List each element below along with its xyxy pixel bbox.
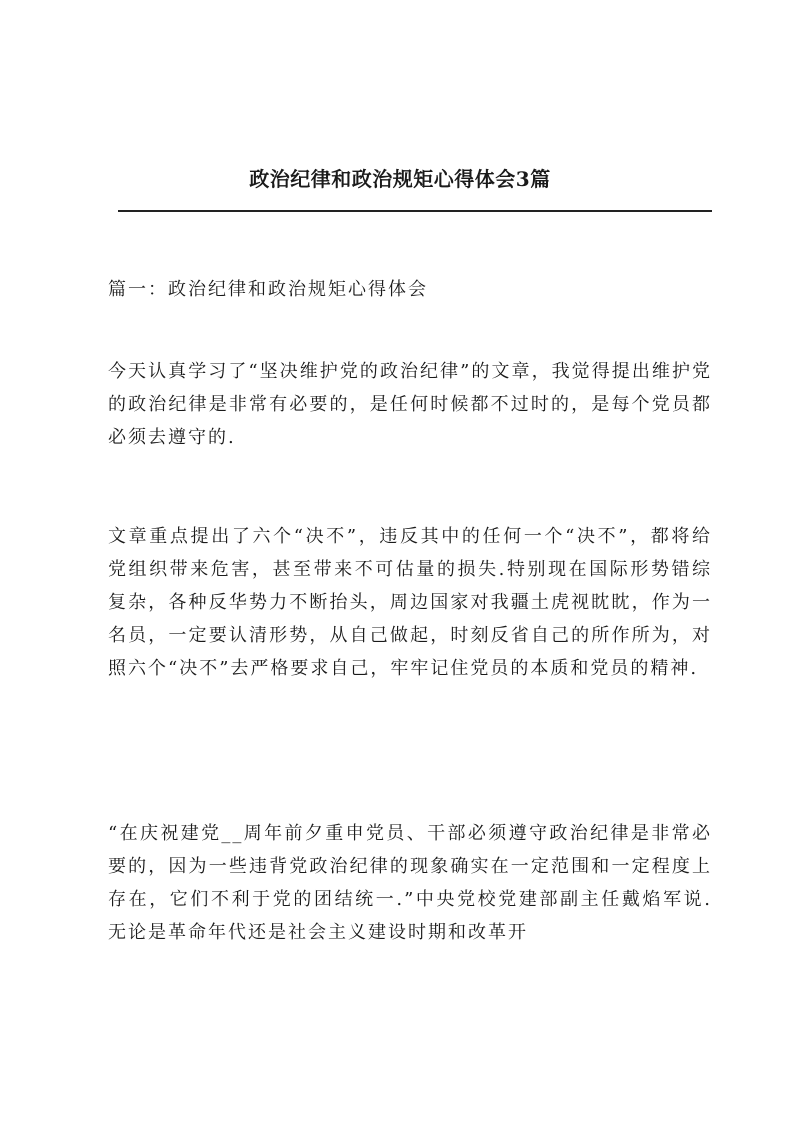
paragraph-2: 文章重点提出了六个“决不”，违反其中的任何一个“决不”，都将给党组织带来危害，甚至带来不可估量的损失.特别现在国际形势错综复杂，各种反华势力不断抬头，周边国家对我疆土虎视眈眈，作为一名员，一定要认清形势，从自己做起，时刻反省自己的所作所为，对照六个“决不”去严格要求自己，牢牢记住党员的本质和党员的精神. [108,526,712,679]
document-title: 政治纪律和政治规矩心得体会3篇 [249,167,551,191]
section-heading: 篇一：政治纪律和政治规矩心得体会 [108,279,428,300]
paragraph-1: 今天认真学习了“坚决维护党的政治纪律”的文章，我觉得提出维护党的政治纪律是非常有必要的，是任何时候都不过时的，是每个党员都必须去遵守的. [108,361,712,448]
paragraph-3: “在庆祝建党__周年前夕重申党员、干部必须遵守政治纪律是非常必要的，因为一些违背党政治纪律的现象确实在一定范围和一定程度上存在，它们不利于党的团结统一.”中央党校党建部副主任戴焰军说.无论是革命年代还是社会主义建设时期和改革开 [108,823,712,943]
title-underline [118,210,712,212]
